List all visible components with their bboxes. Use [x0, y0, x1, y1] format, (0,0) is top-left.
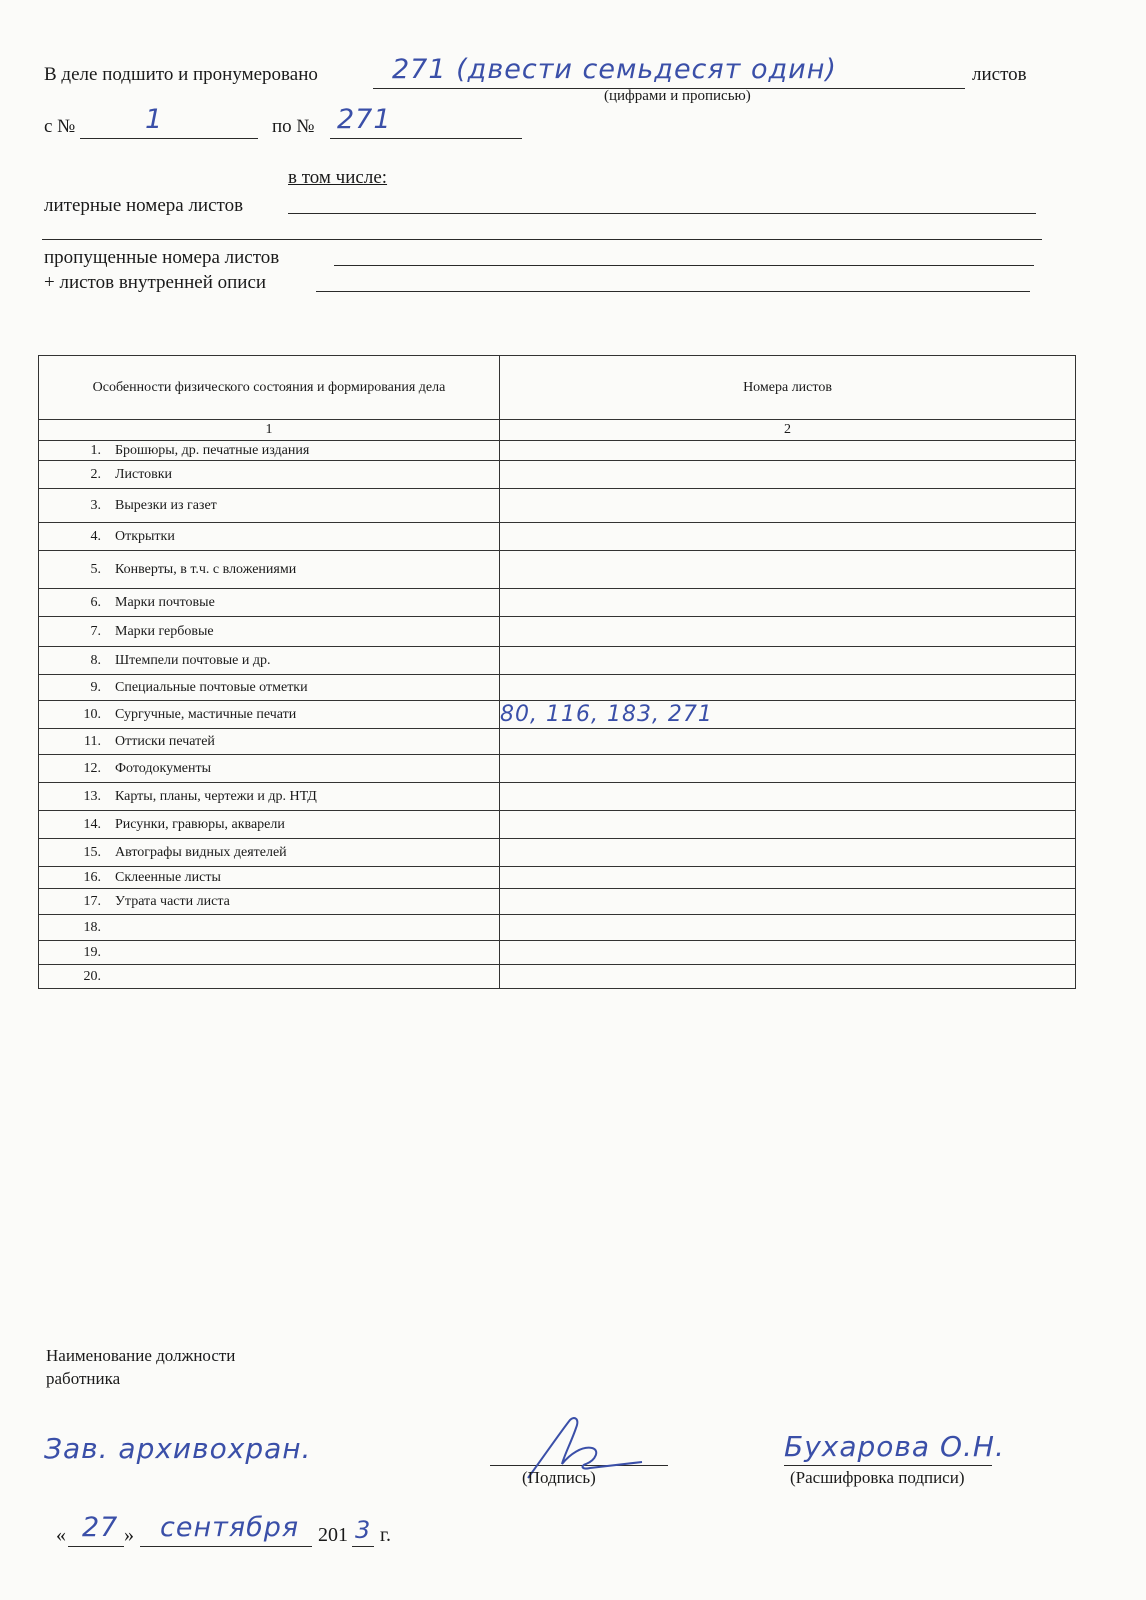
date-g: г.	[380, 1524, 391, 1546]
table-row: 5. Конверты, в т.ч. с вложениями	[39, 551, 1076, 589]
table-row: 18.	[39, 915, 1076, 941]
missing-numbers-label: пропущенные номера листов	[44, 247, 280, 268]
table-row: 8. Штемпели почтовые и др.	[39, 647, 1076, 675]
table-row: 13. Карты, планы, чертежи и др. НТД	[39, 783, 1076, 811]
table-row: 19.	[39, 941, 1076, 965]
letter-numbers-underline	[288, 213, 1036, 214]
to-underline	[330, 138, 522, 139]
date-year-underline	[352, 1546, 374, 1547]
date-close-quote: »	[124, 1524, 134, 1546]
table-row: 15. Автографы видных деятелей	[39, 839, 1076, 867]
signature-label: (Подпись)	[522, 1468, 596, 1487]
table-row: 12. Фотодокументы	[39, 755, 1076, 783]
col2-header: Номера листов	[500, 356, 1076, 420]
date-day: 27	[82, 1512, 119, 1543]
physical-condition-table	[38, 355, 1076, 989]
col2-index: 2	[500, 420, 1076, 441]
from-label: с №	[44, 116, 76, 137]
internal-inventory-label: + листов внутренней описи	[44, 272, 267, 293]
table-row: 16. Склеенные листы	[39, 867, 1076, 889]
decoding-underline	[784, 1465, 992, 1466]
position-label: Наименование должности работника	[46, 1346, 236, 1388]
filed-label: В деле подшито и пронумеровано	[44, 64, 318, 85]
table-row: 20.	[39, 965, 1076, 989]
table-row: 1. Брошюры, др. печатные издания	[39, 441, 1076, 461]
filed-suffix: листов	[972, 64, 1027, 85]
including-label: в том числе:	[288, 167, 388, 188]
table-row: 17. Утрата части листа	[39, 889, 1076, 915]
table-row: 2. Листовки	[39, 461, 1076, 489]
missing-numbers-underline	[334, 265, 1034, 266]
to-label: по №	[272, 116, 315, 137]
col1-index: 1	[39, 420, 500, 441]
table-row: 7. Марки гербовые	[39, 617, 1076, 647]
seal-sheet-numbers: 80, 116, 183, 271	[500, 701, 1076, 729]
internal-inventory-underline	[316, 291, 1030, 292]
letter-numbers-underline-2	[42, 239, 1042, 240]
table-row: 11. Оттиски печатей	[39, 729, 1076, 755]
decoding-label: (Расшифровка подписи)	[790, 1468, 965, 1487]
date-year-suffix: 3	[355, 1516, 372, 1544]
position-value: Зав. архивохран.	[44, 1432, 312, 1465]
from-value: 1	[145, 104, 164, 135]
decoding-value: Бухарова О.Н.	[784, 1430, 1005, 1463]
date-month: сентября	[160, 1512, 300, 1543]
date-open-quote: «	[56, 1524, 66, 1546]
date-year-prefix: 201	[318, 1524, 348, 1546]
filed-value: 271 (двести семьдесят один)	[392, 54, 837, 85]
filed-hint: (цифрами и прописью)	[604, 88, 751, 104]
table-row: 10. Сургучные, мастичные печати 80, 116, 183, 271	[39, 701, 1076, 729]
table-row: 6. Марки почтовые	[39, 589, 1076, 617]
table-row: 9. Специальные почтовые отметки	[39, 675, 1076, 701]
col1-header: Особенности физического состояния и формирования дела	[39, 356, 500, 420]
date-month-underline	[140, 1546, 312, 1547]
from-underline	[80, 138, 258, 139]
table-row: 3. Вырезки из газет	[39, 489, 1076, 523]
date-day-underline	[68, 1546, 124, 1547]
table-row: 4. Открытки	[39, 523, 1076, 551]
table-row: 14. Рисунки, гравюры, акварели	[39, 811, 1076, 839]
to-value: 271	[337, 104, 392, 135]
letter-numbers-label: литерные номера листов	[44, 195, 244, 216]
